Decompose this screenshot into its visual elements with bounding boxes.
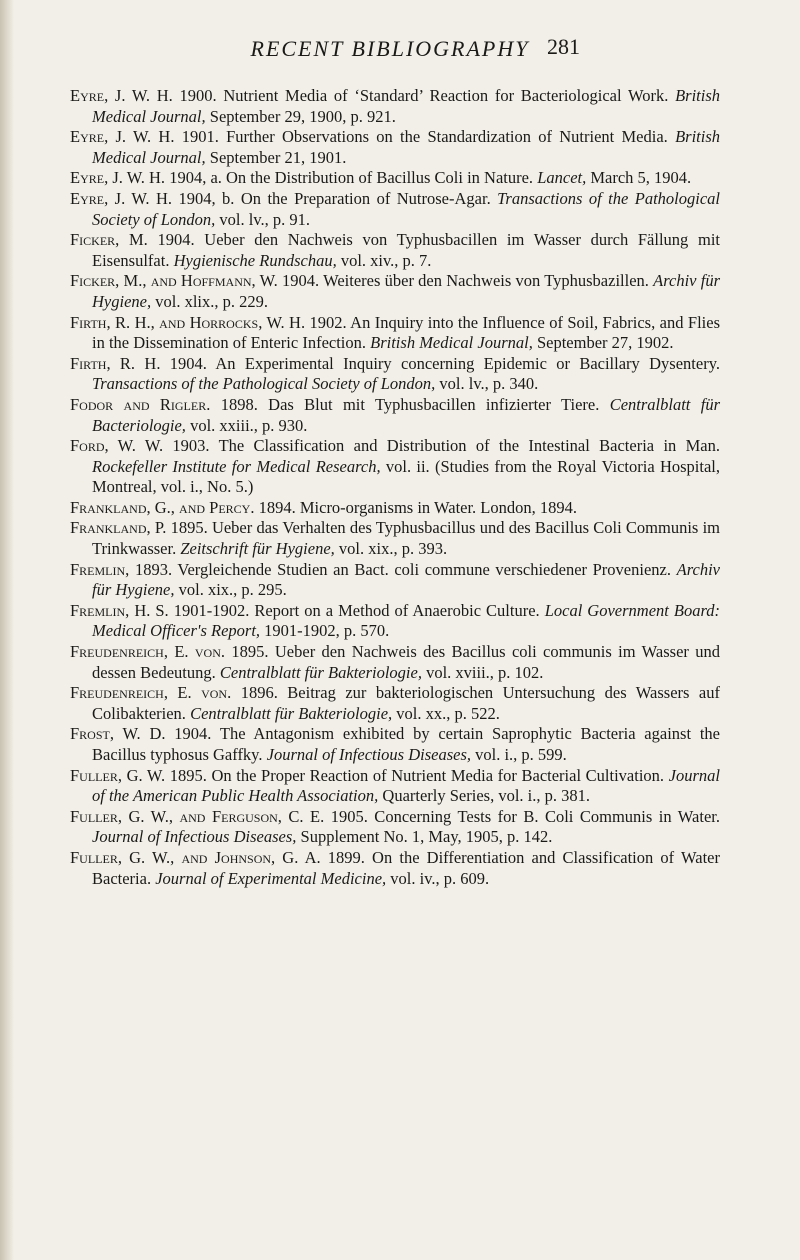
entry-title: 1900. Nutrient Media of ‘Standard’ Reaction for Bacteriological Work. — [172, 86, 676, 105]
entry-source: Zeitschrift für Hygiene, — [180, 539, 335, 559]
entry-source: Rockefeller Institute for Medical Research, — [92, 456, 381, 476]
entry-details: September 27, 1902. — [532, 333, 674, 353]
entry-details: vol. i., p. 599. — [471, 745, 567, 764]
entry-details: Quarterly Series, vol. i., p. 381. — [378, 786, 590, 806]
entry-title: 1899. On the Differentiation and Classification of Water Bacteria. — [92, 847, 720, 888]
entry-author: Fuller, G. W. — [70, 765, 166, 785]
entry-source: British Medical Journal, — [92, 127, 720, 167]
bibliography-entry — [70, 86, 720, 127]
entry-source: British Medical Journal, — [370, 333, 533, 353]
bibliography-entry — [70, 766, 720, 807]
entry-source: Archiv für Hygiene, — [92, 271, 720, 311]
entry-title: 1904. The Antagonism exhibited by certain Saprophytic Bacteria against the Bacillus typhosus Gaffky. — [92, 724, 720, 764]
bibliography-entry — [70, 683, 720, 724]
entry-source: Centralblatt für Bacteriologie, — [92, 394, 720, 435]
entry-details: 1901-1902, p. 570. — [260, 621, 390, 641]
bibliography-entry — [70, 601, 720, 642]
bibliography-entry — [70, 498, 720, 519]
entry-author: Fodor and Rigler. — [70, 394, 211, 414]
entry-source: Local Government Board: Medical Officer's Report, — [92, 600, 720, 641]
entry-title: 1898. Das Blut mit Typhusbacillen infizierter Tiere. — [210, 394, 610, 414]
entry-title: 1903. The Classification and Distribution of the Intestinal Bacteria in Man. — [163, 436, 720, 456]
entry-details: vol. xx., p. 522. — [392, 703, 500, 723]
entry-details: vol. lv., p. 91. — [215, 209, 311, 229]
entry-source: Transactions of the Pathological Society of London, — [92, 374, 436, 394]
bibliography-entry — [70, 189, 720, 230]
entry-source: Transactions of the Pathological Society of London, — [92, 188, 720, 229]
bibliography-entry — [70, 518, 720, 559]
bibliography-entry — [70, 127, 720, 168]
bibliography-entry — [70, 724, 720, 765]
bibliography-entry — [70, 807, 720, 848]
entry-details: vol. xix., p. 295. — [174, 580, 287, 600]
entry-title: 1895. Ueber den Nachweis des Bacillus coli communis im Wasser und dessen Bedeutung. — [92, 642, 721, 682]
entry-details: Supplement No. 1, May, 1905, p. 142. — [296, 827, 553, 847]
page-number: 281 — [547, 34, 580, 59]
entry-details: vol. ii. (Studies from the Royal Victoria Hospital, Montreal, vol. i., No. 5.) — [92, 456, 720, 497]
entry-title: 1904, b. On the Preparation of Nutrose-Agar. — [172, 188, 498, 208]
entry-title: 1905. Concerning Tests for B. Coli Communis in Water. — [324, 806, 720, 826]
entry-author: Eyre, J. W. H. — [70, 188, 173, 208]
entry-author: Eyre, J. W. H. — [70, 127, 175, 147]
entry-source: Hygienische Rundschau, — [173, 250, 337, 270]
entry-title: 1904. Weiteres über den Nachweis von Typhusbazillen. — [277, 271, 654, 291]
bibliography-entry — [70, 642, 720, 683]
entry-author: Firth, R. H., and Horrocks, W. H. — [70, 312, 306, 332]
entry-author: Frankland, P. — [70, 518, 167, 538]
bibliography-entry — [70, 395, 720, 436]
entry-details: vol. iv., p. 609. — [386, 868, 490, 888]
entry-author: Fuller, G. W., and Ferguson, C. E. — [70, 806, 325, 826]
entry-author: Fremlin, H. S. — [70, 600, 169, 620]
entry-source: Archiv für Hygiene, — [92, 559, 720, 600]
entry-title: 1896. Beitrag zur bakteriologischen Untersuchung des Wassers auf Colibakterien. — [92, 683, 720, 723]
entry-title: 1895. Ueber das Verhalten des Typhusbacillus und des Bacillus Coli Communis im Trinkwasser. — [92, 518, 720, 559]
entry-title: 1893. Vergleichende Studien an Bact. coli commune verschiedener Provenienz. — [129, 559, 677, 579]
entry-details: vol. xix., p. 393. — [334, 539, 448, 559]
bibliography-list — [70, 86, 720, 889]
bibliography-entry — [70, 354, 720, 395]
entry-title: 1904. Ueber den Nachweis von Typhusbacillen im Wasser durch Fällung mit Eisensulfat. — [92, 230, 720, 270]
entry-details: September 29, 1900, p. 921. — [205, 106, 396, 126]
entry-title: 1904, a. On the Distribution of Bacillus Coli in Nature. — [165, 168, 538, 188]
entry-author: Freudenreich, E. von. — [70, 642, 226, 662]
bibliography-entry — [70, 168, 720, 189]
entry-title: 1904. An Experimental Inquiry concerning Epidemic or Bacillary Dysentery. — [160, 353, 721, 373]
bibliography-entry — [70, 848, 720, 889]
entry-title: 1895. On the Proper Reaction of Nutrient Media for Bacterial Cultivation. — [165, 765, 669, 785]
entry-source: Centralblatt für Bakteriologie, — [190, 703, 393, 723]
entry-title: 1902. An Inquiry into the Influence of Soil, Fabrics, and Flies in the Dissemination of Enteric Infection. — [92, 312, 720, 353]
entry-source: Centralblatt für Bakteriologie, — [219, 662, 422, 682]
entry-source: British Medical Journal, — [92, 86, 721, 126]
entry-details: vol. xiv., p. 7. — [336, 250, 432, 270]
entry-author: Frost, W. D. — [70, 724, 166, 744]
entry-author: Fuller, G. W., and Johnson, G. A. — [70, 847, 321, 867]
entry-author: Ford, W. W. — [70, 436, 164, 456]
entry-author: Fremlin, — [70, 559, 130, 579]
entry-author: Frankland, G., and Percy. — [70, 497, 255, 517]
entry-author: Ficker, M. — [70, 230, 148, 250]
entry-source: Lancet, — [537, 168, 587, 188]
entry-title: 1901-1902. Report on a Method of Anaerobic Culture. — [168, 600, 545, 620]
entry-author: Ficker, M., and Hoffmann, W. — [70, 271, 278, 291]
entry-source: Journal of Infectious Diseases, — [266, 745, 472, 764]
bibliography-entry — [70, 271, 720, 312]
entry-source: Journal of Infectious Diseases, — [92, 827, 297, 847]
bibliography-entry — [70, 560, 720, 601]
entry-details: vol. lv., p. 340. — [435, 374, 539, 394]
entry-details: vol. xlix., p. 229. — [151, 291, 268, 311]
entry-source: Journal of the American Public Health Association, — [92, 765, 720, 806]
bibliography-entry — [70, 230, 720, 271]
entry-details: September 21, 1901. — [205, 147, 347, 167]
entry-author: Freudenreich, E. von. — [70, 683, 232, 703]
entry-author: Firth, R. H. — [70, 353, 161, 373]
entry-author: Eyre, J. W. H. — [70, 168, 166, 188]
running-head: RECENT BIBLIOGRAPHY — [250, 36, 530, 61]
entry-author: Eyre, J. W. H. — [70, 86, 173, 105]
entry-title: 1901. Further Observations on the Standardization of Nutrient Media. — [174, 127, 676, 147]
bibliography-entry — [70, 313, 720, 354]
bibliography-entry — [70, 436, 720, 498]
entry-details: March 5, 1904. — [586, 168, 692, 188]
entry-source: Journal of Experimental Medicine, — [155, 868, 387, 888]
entry-details: vol. xviii., p. 102. — [421, 662, 544, 682]
entry-details: vol. xxiii., p. 930. — [185, 415, 308, 435]
entry-title: 1894. Micro-organisms in Water. London, 1894. — [254, 497, 578, 517]
